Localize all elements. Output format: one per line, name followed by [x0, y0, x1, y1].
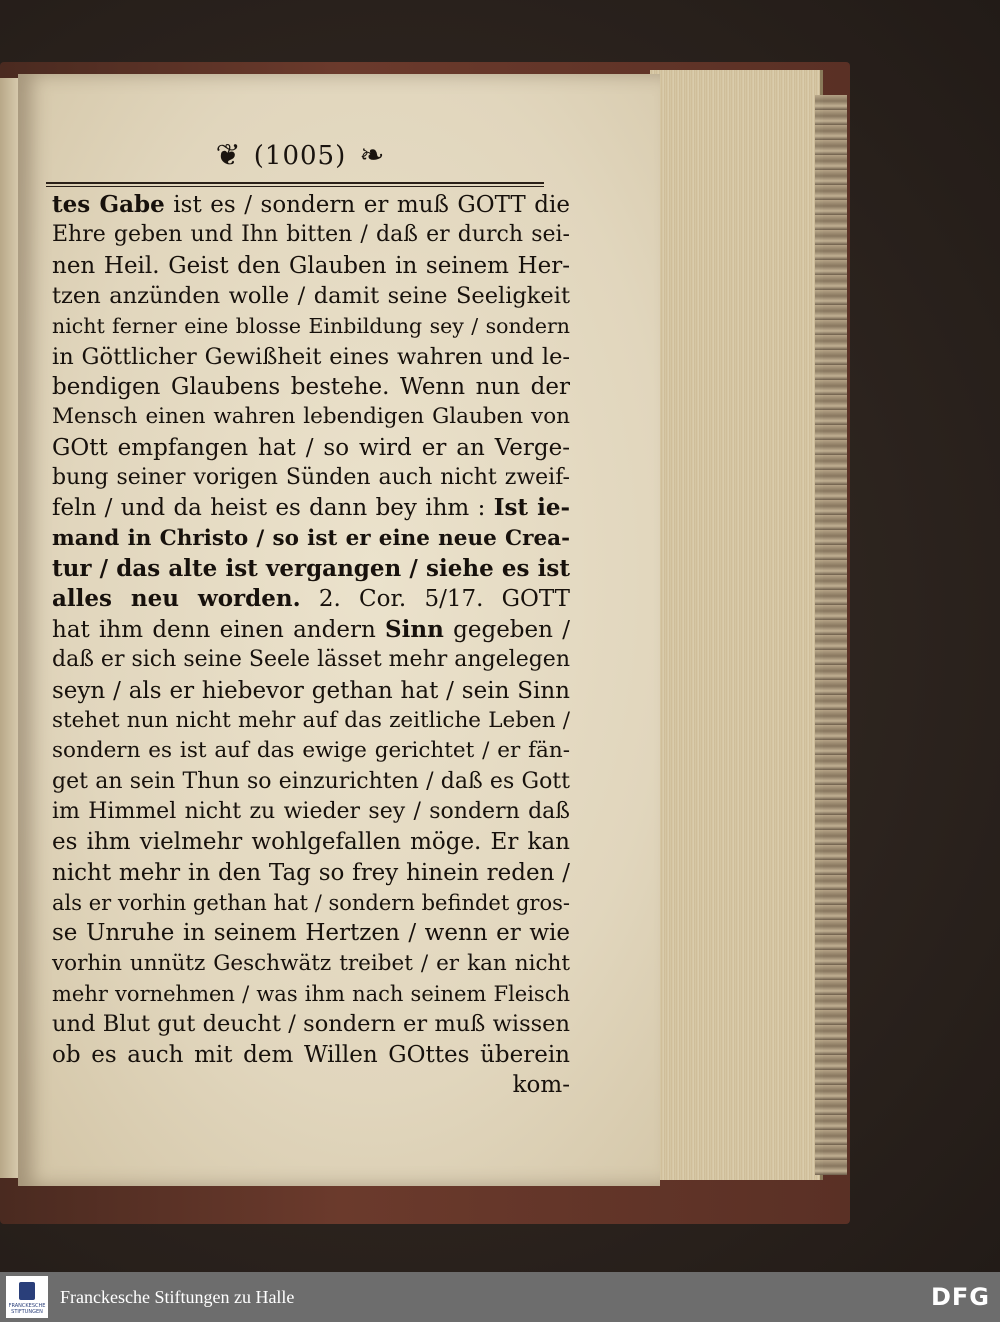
- text-line: [52, 827, 570, 857]
- text-line: [52, 402, 570, 432]
- emphasized-text: Sinn: [385, 615, 444, 643]
- text-run: nen Heil. Geist den Glauben in seinem Her-: [52, 252, 570, 279]
- text-line: [52, 858, 570, 888]
- text-run: bendigen Glaubens bestehe. Wenn nun der: [52, 374, 570, 401]
- text-line: [52, 190, 570, 220]
- logo-caption: FRANCKESCHE STIFTUNGEN: [8, 1303, 46, 1315]
- text-run: Mensch einen wahren lebendigen Glauben von: [52, 404, 570, 430]
- text-run: als er vorhin gethan hat / sondern befindet gros-: [52, 890, 570, 915]
- text-run: gegeben /: [443, 616, 570, 643]
- text-run: nicht mehr in den Tag so frey hinein reden /: [52, 859, 570, 886]
- emphasized-text: Ist ie-: [493, 494, 570, 522]
- text-line: [52, 1009, 570, 1039]
- text-run: bung seiner vorigen Sünden auch nicht zweif-: [52, 465, 570, 491]
- running-head: [200, 134, 400, 178]
- text-line: [52, 372, 570, 402]
- institution-name[interactable]: Franckesche Stiftungen zu Halle: [60, 1287, 295, 1307]
- text-run: se Unruhe in seinem Hertzen / wenn er wie: [52, 920, 570, 947]
- text-run: hat ihm denn einen andern: [52, 616, 386, 643]
- emphasized-text: alles neu worden.: [52, 585, 301, 613]
- text-line: [52, 615, 570, 645]
- text-line: [52, 342, 570, 372]
- emphasized-text: tur / das alte ist vergangen / siehe es ist: [52, 555, 570, 583]
- catchword: kom-: [512, 1071, 570, 1098]
- right-ornament: ❧: [359, 138, 385, 173]
- text-run: ob es auch mit dem Willen GOttes überein: [52, 1041, 570, 1068]
- text-line: [52, 767, 570, 797]
- text-line: [52, 493, 570, 523]
- text-line: [52, 463, 570, 493]
- text-line: [52, 281, 570, 311]
- emphasized-text: mand in Christo / so ist er eine neue Crea-: [52, 525, 570, 551]
- text-line: [52, 918, 570, 948]
- header-rule: [46, 182, 544, 187]
- text-run: und Blut gut deucht / sondern er muß wissen: [52, 1011, 570, 1038]
- text-run: es ihm vielmehr wohlgefallen möge. Er kan: [52, 829, 570, 856]
- text-line: [52, 645, 570, 675]
- text-line: [52, 311, 570, 341]
- facing-page-edge: [0, 78, 18, 1178]
- building-emblem-icon: [19, 1282, 35, 1300]
- text-run: daß er sich seine Seele lässet mehr angelegen: [52, 647, 570, 673]
- text-line: [52, 251, 570, 281]
- text-run: seyn / als er hiebevor gethan hat / sein Sinn: [52, 677, 570, 704]
- text-run: sondern es ist auf das ewige gerichtet / er fän-: [52, 738, 570, 764]
- text-line: [52, 888, 570, 918]
- text-run: feln / und da heist es dann bey ihm :: [52, 495, 494, 522]
- text-line: [52, 554, 570, 584]
- left-ornament: ❦: [215, 138, 241, 173]
- text-line: [52, 979, 570, 1009]
- text-line: [52, 949, 570, 979]
- page-fore-edge: [650, 70, 823, 1180]
- text-run: in Göttlicher Gewißheit eines wahren und le-: [52, 343, 570, 370]
- text-line: [52, 433, 570, 463]
- emphasized-text: tes Gabe: [52, 191, 165, 218]
- text-run: vorhin unnütz Geschwätz treibet / er kan nicht: [52, 950, 570, 976]
- text-line: [52, 706, 570, 736]
- body-text: [52, 190, 570, 1100]
- text-run: get an sein Thun so einzurichten / daß es Gott: [52, 768, 570, 794]
- text-line: [52, 1040, 570, 1070]
- text-run: mehr vornehmen / was ihm nach seinem Fleisch: [52, 981, 570, 1006]
- text-run: Ehre geben und Ihn bitten / daß er durch sei-: [52, 222, 570, 248]
- text-run: 2. Cor. 5/17. GOTT: [300, 586, 570, 613]
- text-line: [52, 220, 570, 250]
- text-run: GOtt empfangen hat / so wird er an Verge-: [52, 434, 570, 461]
- text-line: [52, 676, 570, 706]
- text-run: nicht ferner eine blosse Einbildung sey / sondern: [52, 314, 570, 339]
- dfg-logo[interactable]: DFG: [930, 1283, 990, 1311]
- text-line: [52, 524, 570, 554]
- marbled-board: [815, 95, 847, 1175]
- text-line: [52, 736, 570, 766]
- text-line: [52, 584, 570, 614]
- text-run: ist es / sondern er muß GOTT die: [164, 192, 570, 218]
- page-number: (1005): [253, 141, 347, 171]
- text-run: im Himmel nicht zu wieder sey / sondern daß: [52, 798, 570, 824]
- text-run: stehet nun nicht mehr auf das zeitliche Leben /: [52, 707, 570, 733]
- text-line: [52, 797, 570, 827]
- text-run: tzen anzünden wolle / damit seine Seeligkeit: [52, 283, 570, 310]
- footer-bar: [0, 1272, 1000, 1322]
- institution-logo[interactable]: [6, 1276, 48, 1318]
